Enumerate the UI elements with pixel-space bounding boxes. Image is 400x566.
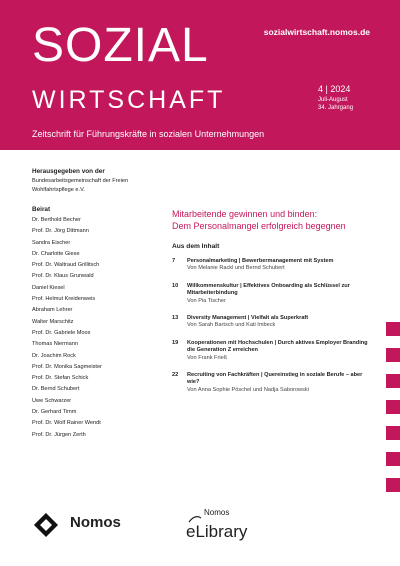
toc-authors: Von Anna Sophie Pöschel und Nadja Saborowski bbox=[187, 386, 309, 393]
board-member: Prof. Dr. Wolf Rainer Wendt bbox=[32, 420, 101, 427]
feature-line-1: Mitarbeitende gewinnen und binden: bbox=[172, 209, 318, 219]
publisher-heading: Herausgegeben von der bbox=[32, 168, 105, 175]
toc-title: Kooperationen mit Hochschulen | Durch aktives Employer Branding die Generation Z erreichen bbox=[187, 339, 368, 354]
toc-authors: Von Melanie Rackl und Bernd Schubert bbox=[187, 265, 285, 272]
board-member: Prof. Helmut Kreidenweis bbox=[32, 296, 96, 303]
board-member: Dr. Gerhard Timm bbox=[32, 409, 77, 416]
magazine-title: SOZIAL bbox=[32, 19, 209, 72]
toc-page-number: 7 bbox=[172, 258, 176, 264]
toc-page-number: 13 bbox=[172, 315, 179, 322]
toc-item[interactable] bbox=[172, 340, 372, 362]
toc-heading: Aus dem Inhalt bbox=[172, 243, 220, 250]
elibrary-logo bbox=[172, 507, 262, 547]
feature-headline bbox=[172, 208, 372, 232]
toc-list bbox=[172, 258, 372, 394]
toc-authors: Von Frank Frieß bbox=[187, 354, 228, 361]
feature-line-2: Dem Personalmangel erfolgreich begegnen bbox=[172, 221, 346, 231]
magazine-subtitle: WIRTSCHAFT bbox=[32, 86, 226, 114]
section-tab bbox=[386, 478, 400, 492]
toc-authors: Von Pia Tischer bbox=[187, 297, 226, 304]
board-member: Prof. Dr. Waltraud Grillitsch bbox=[32, 262, 100, 269]
board-list bbox=[32, 215, 162, 441]
board-member: Prof. Dr. Gabriele Moos bbox=[32, 329, 91, 336]
section-tabs bbox=[386, 322, 400, 504]
board-member: Prof. Dr. Monika Sagmeister bbox=[32, 363, 102, 370]
right-column bbox=[172, 208, 372, 404]
toc-item[interactable] bbox=[172, 258, 372, 273]
toc-item[interactable] bbox=[172, 372, 372, 394]
board-member: Prof. Dr. Jürgen Zerth bbox=[32, 431, 86, 438]
toc-page-number: 22 bbox=[172, 372, 179, 379]
board-member: Dr. Joachim Rock bbox=[32, 352, 76, 359]
section-tab bbox=[386, 426, 400, 440]
section-tab bbox=[386, 452, 400, 466]
nomos-logo-icon bbox=[33, 512, 59, 538]
toc-title: Willkommenskultur | Effektives Onboarding als Schlüssel zur Mitarbeiterbindung bbox=[187, 282, 350, 297]
toc-title: Recruiting von Fachkräften | Quereinstieg in soziale Berufe – aber wie? bbox=[187, 372, 363, 386]
section-tab bbox=[386, 400, 400, 414]
toc-page-number: 10 bbox=[172, 282, 179, 289]
section-tab bbox=[386, 374, 400, 388]
board-member: Dr. Charlotte Giese bbox=[32, 250, 80, 257]
toc-item[interactable] bbox=[172, 283, 372, 305]
board-member: Dr. Bernd Schubert bbox=[32, 386, 80, 393]
board-member: Walter Marschitz bbox=[32, 318, 74, 325]
issue-number: 4 | 2024 bbox=[318, 84, 351, 94]
board-member: Prof. Dr. Stefan Schick bbox=[32, 375, 89, 382]
issue-date bbox=[318, 96, 353, 112]
issue-volume: 34. Jahrgang bbox=[318, 105, 354, 111]
toc-page-number: 19 bbox=[172, 339, 179, 346]
website-link[interactable]: sozialwirtschaft.nomos.de bbox=[263, 27, 370, 37]
left-column bbox=[32, 168, 162, 441]
nomos-wordmark: Nomos bbox=[70, 514, 121, 531]
elibrary-wordmark: eLibrary bbox=[186, 522, 248, 541]
toc-authors: Von Sarah Bartsch und Kati Imbeck bbox=[187, 322, 276, 329]
board-member: Abraham Lehrer bbox=[32, 307, 73, 314]
issue-month: Juli-August bbox=[318, 97, 348, 103]
section-tab bbox=[386, 348, 400, 362]
board-member: Daniel Kiesel bbox=[32, 284, 65, 291]
board-member: Dr. Berthold Becher bbox=[32, 217, 81, 223]
board-heading: Beirat bbox=[32, 206, 51, 213]
section-tab bbox=[386, 322, 400, 336]
tagline: Zeitschrift für Führungskräfte in sozialen Unternehmungen bbox=[32, 129, 265, 139]
board-member: Sandra Eischer bbox=[32, 239, 71, 246]
toc-item[interactable] bbox=[172, 315, 372, 330]
board-member: Prof. Dr. Jörg Dittmann bbox=[32, 228, 89, 235]
board-member: Prof. Dr. Klaus Grunwald bbox=[32, 273, 94, 280]
cover-header bbox=[0, 0, 400, 150]
publisher-name: Bundesarbeitsgemeinschaft der Freien Wohlfahrtspflege e.V. bbox=[32, 178, 129, 193]
elibrary-nomos-label: Nomos bbox=[204, 508, 230, 517]
toc-title: Personalmarketing | Bewerbermanagement mit System bbox=[187, 258, 334, 264]
toc-title: Diversity Management | Vielfalt als Superkraft bbox=[187, 315, 309, 322]
board-member: Uwe Schwarzer bbox=[32, 397, 72, 404]
board-member: Thomas Niermann bbox=[32, 341, 79, 348]
